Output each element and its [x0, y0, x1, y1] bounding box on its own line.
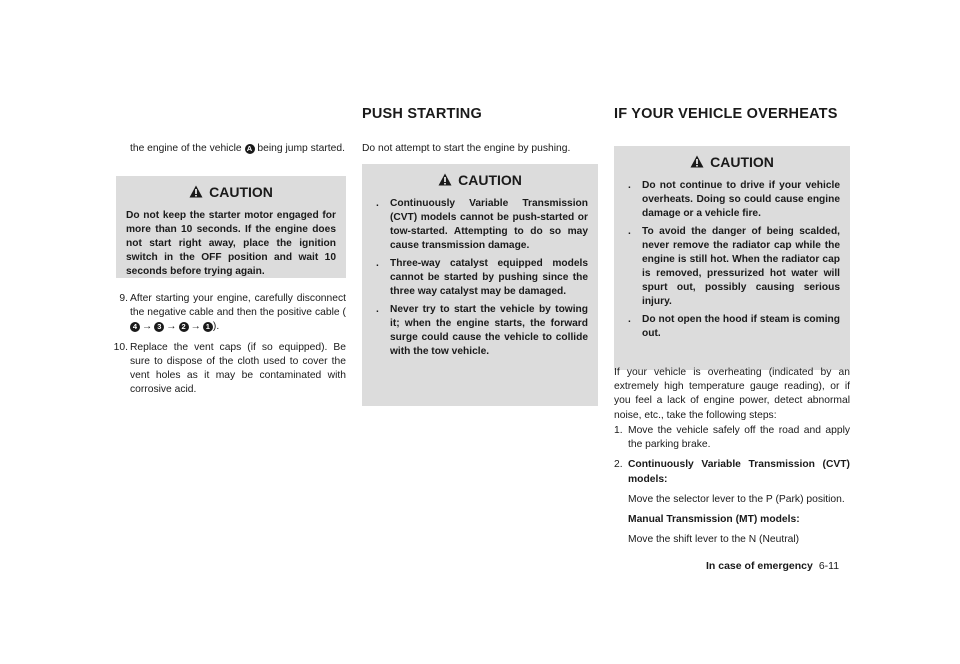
step-9-end: ). [212, 321, 220, 333]
caution-item-text: Continuously Variable Transmission (CVT) models cannot be push-started or tow-started. Attempting to do so may cause transmission damage. [390, 198, 588, 251]
caution-title-text: CAUTION [209, 184, 273, 200]
arrow-icon: → [190, 321, 201, 333]
cable-4-icon: 4 [130, 322, 140, 332]
step-10-text: Replace the vent caps (if so equipped). Be sure to dispose of the cloth used to cover the vent holes as it may be contaminated with corrosive acid. [130, 341, 346, 396]
page-footer [706, 560, 839, 572]
bullet-icon: . [628, 226, 631, 237]
caution-box-push-start [362, 164, 598, 406]
warning-triangle-icon [690, 155, 704, 171]
caution-title [372, 172, 588, 189]
caution-item [372, 303, 588, 359]
caution-item-text: To avoid the danger of being scalded, never remove the radiator cap while the engine is still hot. When the radiator cap is removed, pressurized hot water will spurt out, possibly causing serious injury. [642, 226, 840, 307]
step-2-cvt-heading: Continuously Variable Transmission (CVT) models: [628, 459, 850, 485]
caution-list [624, 179, 840, 341]
step-10 [113, 341, 346, 398]
steps-list-right [614, 424, 850, 553]
caution-box-starter [116, 176, 346, 278]
arrow-icon: → [142, 321, 153, 333]
step-2-cvt-text: Move the selector lever to the P (Park) position. [628, 493, 845, 505]
caution-text: Do not keep the starter motor engaged for more than 10 seconds. If the engine does not start right away, place the ignition switch in the OFF position and wait 10 seconds before trying again. [126, 210, 336, 277]
step-2-mt-text: Move the shift lever to the N (Neutral) [628, 534, 800, 546]
page-number: 6-11 [818, 560, 840, 572]
cable-2-icon: 2 [179, 322, 189, 332]
step-2-number: 2. [614, 459, 623, 471]
step-1-text: Move the vehicle safely off the road and apply the parking brake. [628, 425, 850, 451]
bullet-icon: . [376, 198, 379, 209]
step-9-number: 9. [119, 293, 128, 304]
heading-push-starting: PUSH STARTING [362, 106, 482, 122]
warning-triangle-icon [438, 173, 452, 189]
caution-item [624, 179, 840, 221]
overheat-intro: If your vehicle is overheating (indicated by an extremely high temperature gauge reading), or if you feel a lack of engine power, detect abnormal noise, etc., take the following steps: [614, 367, 850, 421]
continued-text-a: the engine of the vehicle [130, 143, 242, 154]
step-9 [116, 292, 346, 335]
caution-item-text: Three-way catalyst equipped models cannot be started by pushing since the three way catalyst may be damaged. [390, 258, 588, 297]
step-1-number: 1. [614, 425, 623, 436]
heading-vehicle-overheats: IF YOUR VEHICLE OVERHEATS [614, 106, 838, 122]
caution-list [372, 197, 588, 359]
caution-title [126, 184, 336, 201]
step-2-mt-heading: Manual Transmission (MT) models: [628, 514, 800, 526]
cable-1-icon: 1 [203, 322, 213, 332]
continued-text-b: being jump started. [257, 143, 345, 154]
caution-item-text: Never try to start the vehicle by towing it; when the engine starts, the forward surge could cause the vehicle to collide with the tow vehicle. [390, 304, 588, 357]
caution-title [624, 154, 840, 171]
caution-title-text: CAUTION [710, 154, 774, 170]
bullet-icon: . [376, 258, 379, 269]
step-2 [614, 458, 850, 547]
step-10-number: 10. [113, 341, 128, 353]
bullet-icon: . [628, 180, 631, 191]
cable-3-icon: 3 [154, 322, 164, 332]
push-start-intro: Do not attempt to start the engine by pushing. [362, 143, 571, 154]
caution-box-overheat [614, 146, 850, 370]
caution-item [624, 313, 840, 341]
bullet-icon: . [628, 314, 631, 325]
caution-item-text: Do not continue to drive if your vehicle overheats. Doing so could cause engine damage or a vehicle fire. [642, 180, 840, 219]
footer-section-title: In case of emergency [706, 560, 813, 572]
caution-item-text: Do not open the hood if steam is coming out. [642, 314, 840, 339]
step-9-text: After starting your engine, carefully disconnect the negative cable and then the positive cable ( [130, 293, 346, 319]
warning-triangle-icon [189, 185, 203, 201]
caution-item [624, 225, 840, 309]
caution-title-text: CAUTION [458, 172, 522, 188]
continued-text [116, 142, 346, 156]
step-1 [614, 424, 850, 452]
caution-item [372, 197, 588, 253]
arrow-icon: → [166, 321, 177, 333]
marker-a-icon: A [245, 144, 255, 154]
bullet-icon: . [376, 304, 379, 315]
caution-item [372, 257, 588, 299]
steps-list-left [113, 292, 346, 403]
